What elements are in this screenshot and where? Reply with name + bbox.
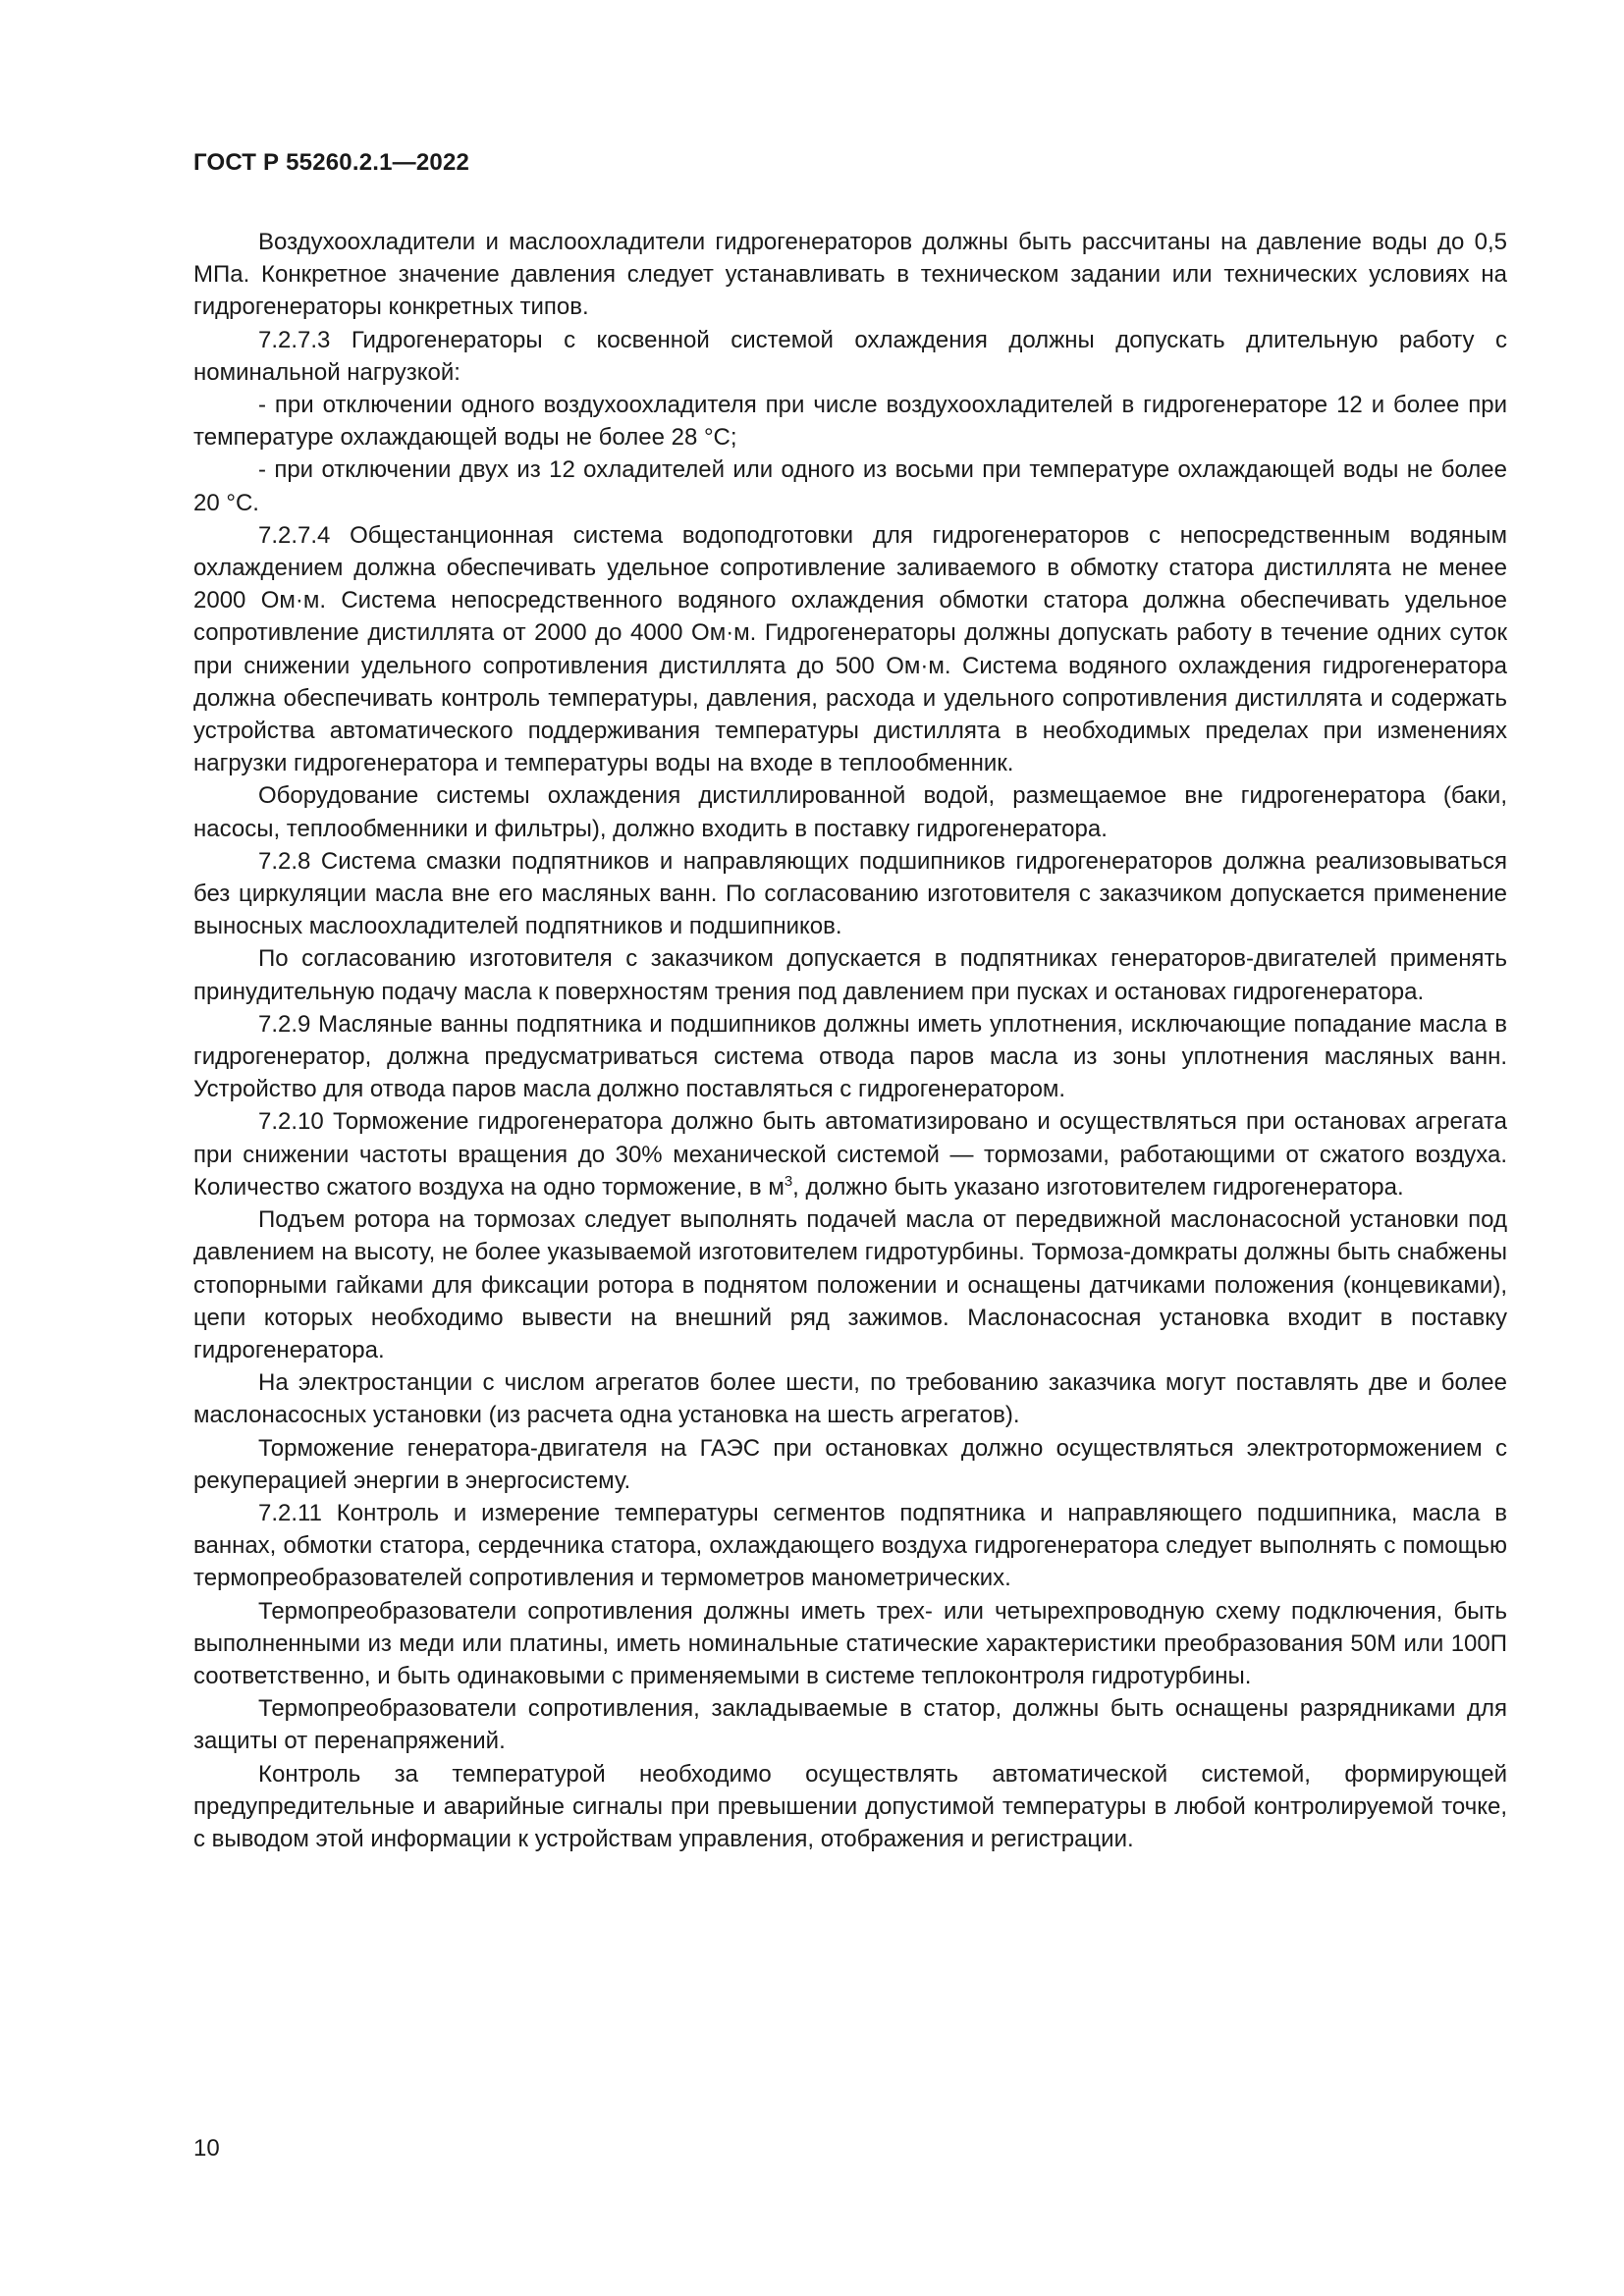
paragraph-rotor-lifting: Подъем ротора на тормозах следует выполнять подачей масла от передвижной маслонасосной установки под давлением на высоту, не более указываемой изготовителем гидротурбины. Тормоза-домкраты должны быть снабжены стопорными гайками для фиксации ротора в поднятом положении и оснащены датчиками положения (концевиками), цепи которых необходимо вывести на внешний ряд зажимов. Маслонасосная установка входит в поставку гидрогенератора. — [193, 1206, 1507, 1363]
document-body — [193, 226, 1507, 1855]
paragraph-distilled-cooling-equipment: Оборудование системы охлаждения дистиллированной водой, размещаемое вне гидрогенератора (баки, насосы, теплообменники и фильтры), должно входить в поставку гидрогенератора. — [193, 782, 1507, 842]
paragraph-7-2-10-text: 7.2.10 Торможение гидрогенератора должно быть автоматизировано и осуществляться при остановах агрегата при снижении частоты вращения до 30% механической системой — тормозами, работающими от сжатого воздуха. Количество сжатого воздуха на одно торможение, в м — [193, 1108, 1507, 1201]
list-item-one-cooler-off: - при отключении одного воздухоохладителя при числе воздухоохладителей в гидрогенераторе 12 и более при температуре охлаждающей воды не более 28 °С; — [193, 392, 1507, 452]
paragraph-7-2-10-tail: , должно быть указано изготовителем гидрогенератора. — [792, 1173, 1404, 1201]
paragraph-7-2-11: 7.2.11 Контроль и измерение температуры сегментов подпятника и направляющего подшипника, масла в ваннах, обмотки статора, сердечника статора, охлаждающего воздуха гидрогенератора следует выполнять с помощью термопреобразователей сопротивления и термометров манометрических. — [193, 1499, 1507, 1592]
list-item-two-coolers-off: - при отключении двух из 12 охладителей или одного из восьми при температуре охлаждающей воды не более 20 °С. — [193, 456, 1507, 516]
paragraph-7-2-8: 7.2.8 Система смазки подпятников и направляющих подшипников гидрогенераторов должна реализовываться без циркуляции масла вне его масляных ванн. По согласованию изготовителя с заказчиком допускается применение выносных маслоохладителей подпятников и подшипников. — [193, 847, 1507, 940]
paragraph-rtd-arresters: Термопреобразователи сопротивления, закладываемые в статор, должны быть оснащены разрядниками для защиты от перенапряжений. — [193, 1695, 1507, 1755]
paragraph-forced-oil-supply: По согласованию изготовителя с заказчиком допускается в подпятниках генераторов-двигателей применять принудительную подачу масла к поверхностям трения под давлением при пусках и остановах гидрогенератора. — [193, 945, 1507, 1005]
superscript-cubic: 3 — [784, 1172, 793, 1190]
paragraph-7-2-7-3: 7.2.7.3 Гидрогенераторы с косвенной системой охлаждения должны допускать длительную работу с номинальной нагрузкой: — [193, 326, 1507, 386]
document-header: ГОСТ Р 55260.2.1—2022 — [193, 149, 470, 176]
paragraph-pump-units: На электростанции с числом агрегатов более шести, по требованию заказчика могут поставлять две и более маслонасосных установки (из расчета одна установка на шесть агрегатов). — [193, 1369, 1507, 1429]
paragraph-rtd-connection: Термопреобразователи сопротивления должны иметь трех- или четырехпроводную схему подключения, быть выполненными из меди или платины, иметь номинальные статические характеристики преобразования 50М или 100П соответственно, и быть одинаковыми с применяемыми в системе теплоконтроля гидротурбины. — [193, 1597, 1507, 1689]
paragraph-temperature-control: Контроль за температурой необходимо осуществлять автоматической системой, формирующей предупредительные и аварийные сигналы при превышении допустимой температуры в любой контролируемой точке, с выводом этой информации к устройствам управления, отображения и регистрации. — [193, 1760, 1507, 1852]
paragraph-7-2-10 — [193, 1105, 1507, 1203]
paragraph-electric-braking: Торможение генератора-двигателя на ГАЭС при остановках должно осуществляться электроторможением с рекуперацией энергии в энергосистему. — [193, 1434, 1507, 1494]
paragraph-coolers-pressure: Воздухоохладители и маслоохладители гидрогенераторов должны быть рассчитаны на давление воды до 0,5 МПа. Конкретное значение давления следует устанавливать в техническом задании или технических условиях на гидрогенераторы конкретных типов. — [193, 229, 1507, 321]
page-number: 10 — [193, 2135, 220, 2162]
paragraph-7-2-7-4: 7.2.7.4 Общестанционная система водоподготовки для гидрогенераторов с непосредственным водяным охлаждением должна обеспечивать удельное сопротивление заливаемого в обмотку статора дистиллята не менее 2000 Ом·м. Система непосредственного водяного охлаждения обмотки статора должна обеспечивать удельное сопротивление дистиллята от 2000 до 4000 Ом·м. Гидрогенераторы должны допускать работу в течение одних суток при снижении удельного сопротивления дистиллята до 500 Ом·м. Система водяного охлаждения гидрогенератора должна обеспечивать контроль температуры, давления, расхода и удельного сопротивления дистиллята и содержать устройства автоматического поддерживания температуры дистиллята в необходимых пределах при изменениях нагрузки гидрогенератора и температуры воды на входе в теплообменник. — [193, 521, 1507, 777]
paragraph-7-2-9: 7.2.9 Масляные ванны подпятника и подшипников должны иметь уплотнения, исключающие попадание масла в гидрогенератор, должна предусматриваться система отвода паров масла из зоны уплотнения масляных ванн. Устройство для отвода паров масла должно поставляться с гидрогенератором. — [193, 1010, 1507, 1103]
